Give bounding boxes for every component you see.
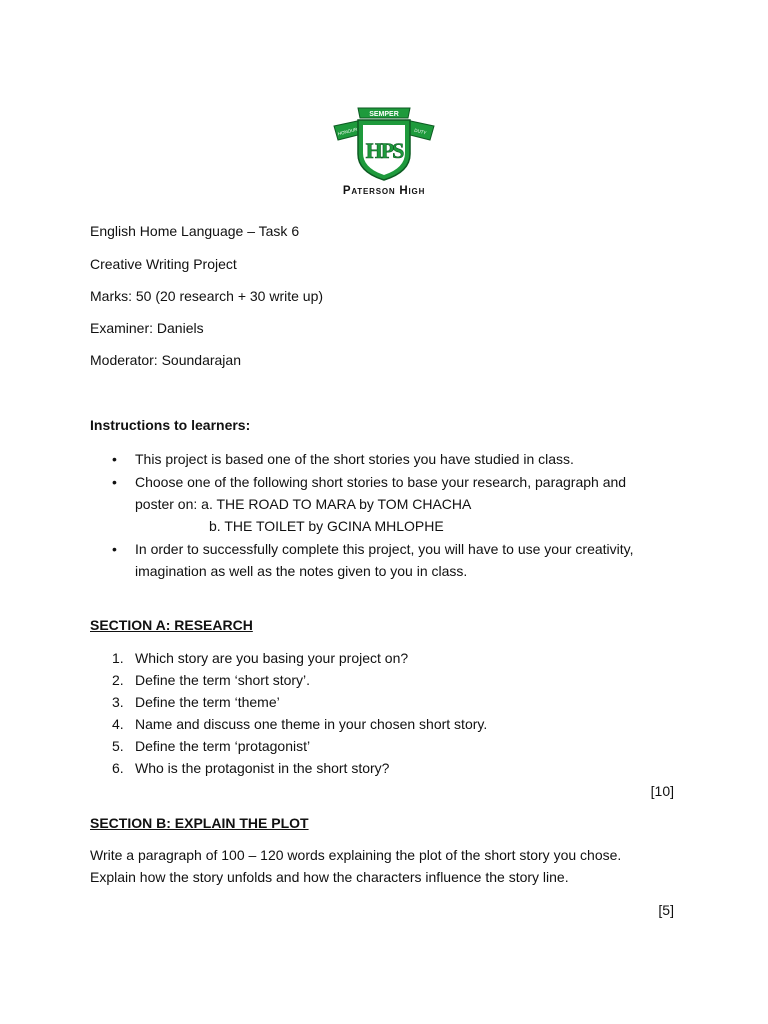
instruction-bullet-2-line-2: poster on: a. THE ROAD TO MARA by TOM CHACHA bbox=[135, 496, 472, 512]
bullet-marker: • bbox=[112, 541, 117, 557]
instruction-bullet-3-line-1: In order to successfully complete this project, you will have to use your creativity, bbox=[135, 541, 634, 557]
instruction-bullet-3-line-2: imagination as well as the notes given to you in class. bbox=[135, 563, 468, 579]
question-number: 6. bbox=[112, 760, 124, 776]
section-b-paragraph-line-2: Explain how the story unfolds and how the characters influence the story line. bbox=[90, 869, 569, 885]
question-number: 5. bbox=[112, 738, 124, 754]
instructions-heading: Instructions to learners: bbox=[90, 417, 251, 433]
question-number: 2. bbox=[112, 672, 124, 688]
question-number: 4. bbox=[112, 716, 124, 732]
question-text: Which story are you basing your project on? bbox=[135, 650, 409, 666]
logo-monogram: HPS bbox=[365, 138, 403, 163]
moderator-line: Moderator: Soundarajan bbox=[90, 352, 241, 368]
question-text: Who is the protagonist in the short story? bbox=[135, 760, 390, 776]
question-text: Define the term ‘theme’ bbox=[135, 694, 280, 710]
logo-left-ribbon-text: HONOUR bbox=[337, 126, 358, 137]
instruction-bullet-2-line-1: Choose one of the following short stories to base your research, paragraph and bbox=[135, 474, 627, 490]
question-text: Name and discuss one theme in your chosen short story. bbox=[135, 716, 488, 732]
section-a-marks: [10] bbox=[650, 783, 674, 799]
project-title: Creative Writing Project bbox=[90, 256, 237, 272]
section-a-heading: SECTION A: RESEARCH bbox=[90, 617, 253, 633]
school-crest-icon bbox=[312, 102, 456, 200]
logo-right-ribbon-text: DUTY bbox=[413, 127, 427, 136]
section-b-marks: [5] bbox=[658, 902, 674, 918]
question-text: Define the term ‘protagonist’ bbox=[135, 738, 311, 754]
question-text: Define the term ‘short story’. bbox=[135, 672, 311, 688]
instruction-bullet-2-line-3: b. THE TOILET by GCINA MHLOPHE bbox=[209, 518, 444, 534]
marks-line: Marks: 50 (20 research + 30 write up) bbox=[90, 288, 324, 304]
instruction-bullet-1: This project is based one of the short stories you have studied in class. bbox=[135, 451, 574, 467]
logo-motto: SEMPER bbox=[369, 111, 399, 118]
bullet-marker: • bbox=[112, 451, 117, 467]
bullet-marker: • bbox=[112, 474, 117, 490]
logo-school-name: Paterson High bbox=[342, 185, 426, 197]
school-logo bbox=[312, 102, 456, 200]
section-b-heading: SECTION B: EXPLAIN THE PLOT bbox=[90, 815, 309, 831]
question-number: 1. bbox=[112, 650, 124, 666]
task-title: English Home Language – Task 6 bbox=[90, 223, 300, 239]
question-number: 3. bbox=[112, 694, 124, 710]
examiner-line: Examiner: Daniels bbox=[90, 320, 204, 336]
section-b-paragraph-line-1: Write a paragraph of 100 – 120 words explaining the plot of the short story you chose. bbox=[90, 847, 622, 863]
